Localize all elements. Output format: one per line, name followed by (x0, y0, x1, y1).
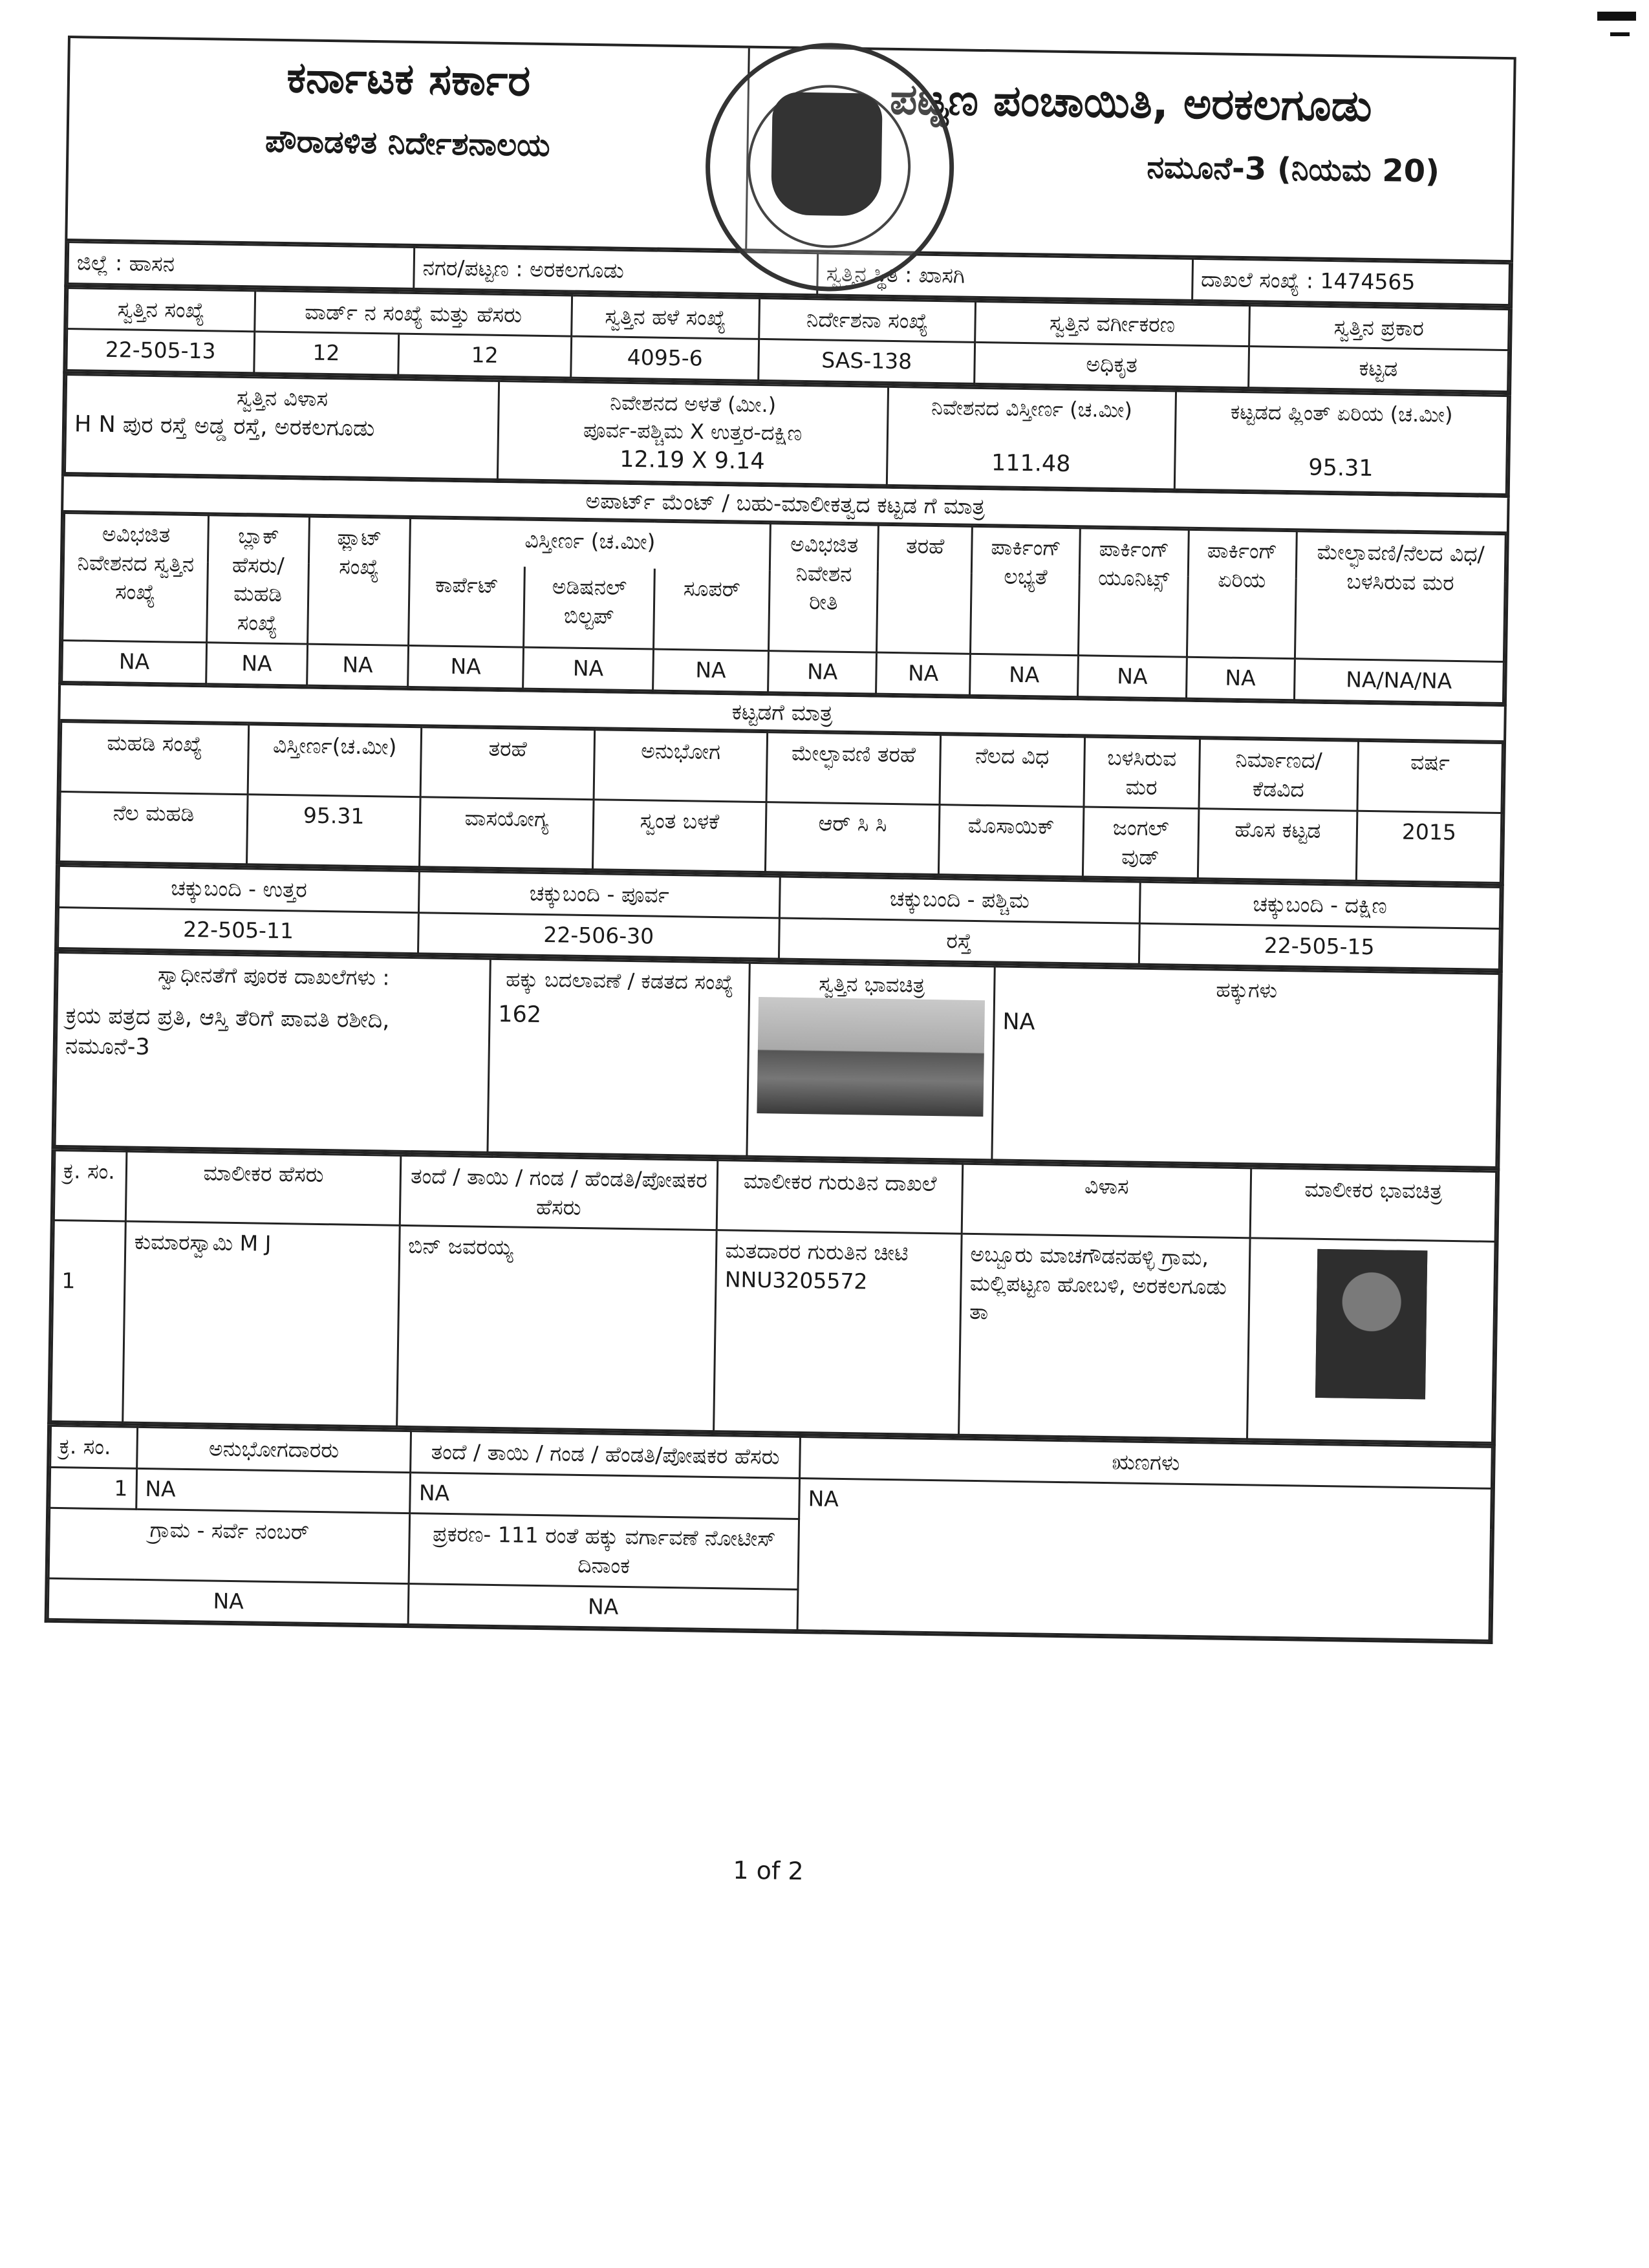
bld-wood: ಜಂಗಲ್ ವುಡ್ (1083, 807, 1199, 879)
property-status: ಸ್ವತ್ತಿನ ಸ್ಥಿತಿ : ಖಾಸಗಿ (817, 253, 1192, 300)
address-label: ಸ್ವತ್ತಿನ ವಿಳಾಸ (236, 384, 329, 411)
apt-col-type: ತರಹೆ (877, 525, 973, 654)
ward-number: 12 (254, 332, 399, 375)
documents-section (51, 952, 1502, 1171)
property-number: 22-505-13 (67, 329, 255, 373)
town: ನಗರ/ಪಟ್ಟಣ : ಅರಕಲಗೂಡು (414, 247, 818, 294)
transfer-cell (488, 959, 750, 1157)
rights-label: ಹಕ್ಕುಗಳು (1216, 977, 1278, 1003)
corner-mark-2 (1610, 32, 1630, 36)
boundary-west-label: ಚಕ್ಕುಬಂದಿ - ಪಶ್ಚಿಮ (779, 877, 1140, 923)
bld-header-wood: ಬಳಸಿರುವ ಮರ (1084, 737, 1200, 809)
occ-survey: NA (48, 1578, 409, 1625)
dims-label: ನಿವೇಶನದ ಅಳತೆ (ಮೀ.) (610, 390, 777, 417)
address-value: H N ಪುರ ರಸ್ತೆ ಅಡ್ಡ ರಸ್ತೆ, ಅರಕಲಗೂಡು (74, 411, 375, 442)
apt-value: NA (1078, 656, 1187, 698)
area-value: 111.48 (991, 450, 1071, 477)
form-number: ನಮೂನೆ-3 (ನಿಯಮ 20) (1147, 149, 1440, 190)
plinth-label: ಕಟ್ಟಡದ ಪ್ಲಿಂತ್ ಏರಿಯ (ಚ.ಮೀ) (1230, 399, 1453, 427)
occ-notice: NA (408, 1583, 798, 1630)
id-header-property-no: ಸ್ವತ್ತಿನ ಸಂಖ್ಯೆ (67, 288, 255, 332)
apt-col-roof-floor-wood: ಮೇಲ್ಛಾವಣಿ/ನೆಲದ ವಿಧ/ಬಳಸಿರುವ ಮರ (1295, 531, 1505, 662)
apt-value: NA (523, 648, 654, 691)
dims-value: 12.19 X 9.14 (619, 446, 765, 475)
bld-floor: ನೆಲ ಮಹಡಿ (59, 792, 248, 864)
owner-no: 1 (51, 1221, 126, 1423)
owner-id: ಮತದಾರರ ಗುರುತಿನ ಚೀಟಿ NNU3205572 (714, 1230, 962, 1435)
occ-h-survey: ಗ್ರಾಮ - ಸರ್ವೆ ನಂಬರ್ (48, 1508, 410, 1583)
owner-photo (1315, 1249, 1427, 1399)
property-photo (757, 997, 985, 1117)
plinth-value: 95.31 (1308, 455, 1374, 482)
docs-value: ಕ್ರಯ ಪತ್ರದ ಪ್ರತಿ, ಆಸ್ತಿ ತೆರಿಗೆ ಪಾವತಿ ರಶೀದಿ, ನಮೂನೆ-3 (65, 1002, 390, 1061)
bld-header-year: ವರ್ಷ (1357, 741, 1503, 813)
apt-col-flat: ಫ್ಲಾಟ್ ಸಂಖ್ಯೆ (307, 517, 410, 645)
occ-h-loans: ಋಣಗಳು (800, 1437, 1493, 1488)
occ-h-name: ಅನುಭೋಗದಾರರು (136, 1428, 411, 1473)
bld-header-roof: ಮೇಲ್ಛಾವಣಿ ತರಹೆ (766, 733, 940, 805)
owner-h-id: ಮಾಲೀಕರ ಗುರುತಿನ ದಾಖಲೆ (717, 1161, 963, 1234)
dims-cell (497, 381, 888, 486)
govt-title: ಕರ್ನಾಟಕ ಸರ್ಕಾರ (286, 52, 531, 106)
owner-h-no: ಕ್ರ. ಸಂ. (54, 1151, 127, 1222)
id-header-classification: ಸ್ವತ್ತಿನ ವರ್ಗೀಕರಣ (975, 301, 1249, 347)
bld-header-floor-type: ನೆಲದ ವಿಧ (940, 735, 1084, 807)
bld-usage: ಸ್ವಂತ ಬಳಕೆ (592, 800, 766, 872)
apt-value: NA (876, 653, 971, 696)
occupant-section (45, 1425, 1496, 1644)
entry-number: ದಾಖಲೆ ಸಂಖ್ಯೆ : 1474565 (1192, 259, 1509, 305)
owner-photo-cell (1247, 1238, 1496, 1443)
bld-header-floor: ಮಹಡಿ ಸಂಖ್ಯೆ (60, 722, 248, 794)
boundary-north-label: ಚಕ್ಕುಬಂದಿ - ಉತ್ತರ (58, 866, 419, 913)
ward-name: 12 (398, 334, 571, 378)
occ-name: NA (136, 1468, 410, 1514)
apt-value: NA (206, 643, 308, 685)
direction-number: SAS-138 (759, 339, 975, 383)
building-section (56, 685, 1507, 886)
occ-h-notice: ಪ್ರಕರಣ- 111 ರಂತೆ ಹಕ್ಕು ವರ್ಗಾವಣೆ ನೋಟೀಸ್ ದಿನಾಂಕ (409, 1514, 799, 1589)
owner-address: ಅಬ್ಬೂರು ಮಾಚಗೌಡನಹಳ್ಳಿ ಗ್ರಾಮ, ಮಲ್ಲಿಪಟ್ಟಣ ಹೋಬಳಿ, ಅರಕಲಗೂಡು ತಾ (959, 1234, 1250, 1440)
classification: ಅಧಿಕೃತ (975, 342, 1249, 387)
apartment-section (58, 476, 1510, 707)
occ-loans: NA (797, 1478, 1491, 1640)
occ-parent: NA (410, 1473, 800, 1519)
apt-col-undivided-no: ಅವಿಭಜಿತ ನಿವೇಶನದ ಸ್ವತ್ತಿನ ಸಂಖ್ಯೆ (63, 513, 209, 643)
bld-built: ಹೊಸ ಕಟ್ಟಡ (1198, 809, 1357, 881)
apartment-banner: ಅಪಾರ್ಟ್ ಮೆಂಟ್ / ಬಹು-ಮಾಲೀಕತ್ವದ ಕಟ್ಟಡ ಗೆ ಮಾತ್ರ (63, 476, 1507, 533)
transfer-value: 162 (497, 1001, 542, 1029)
building-banner: ಕಟ್ಟಡಗೆ ಮಾತ್ರ (60, 685, 1504, 742)
id-header-old-no: ಸ್ವತ್ತಿನ ಹಳೆ ಸಂಖ್ಯೆ (572, 295, 760, 339)
bld-year: 2015 (1356, 811, 1502, 883)
bld-roof: ಆರ್ ಸಿ ಸಿ (766, 802, 940, 875)
header-block (65, 36, 1516, 262)
apt-value: NA (408, 646, 524, 689)
corner-mark (1597, 12, 1636, 21)
owner-h-address: ವಿಳಾಸ (962, 1164, 1251, 1239)
property-photo-label: ಸ್ವತ್ತಿನ ಭಾವಚಿತ್ರ (819, 971, 925, 998)
docs-label: ಸ್ವಾಧೀನತೆಗೆ ಪೂರಕ ದಾಖಲೆಗಳು : (157, 961, 390, 990)
bld-header-usage: ಅನುಭೋಗ (594, 730, 768, 802)
owner-h-parent: ತಂದೆ / ತಾಯಿ / ಗಂಡ / ಹೆಂಡತಿ/ಪೋಷಕರ ಹೆಸರು (400, 1156, 718, 1230)
apt-value: NA (1186, 658, 1295, 700)
apt-col-carpet: ಕಾರ್ಪೆಟ್ (408, 565, 524, 647)
address-cell (65, 374, 499, 480)
district: ಜಿಲ್ಲೆ : ಹಾಸನ (68, 242, 415, 288)
apt-col-parking-area: ಪಾರ್ಕಿಂಗ್ ಏರಿಯ (1187, 530, 1297, 659)
bld-area: 95.31 (246, 795, 420, 867)
boundary-south-label: ಚಕ್ಕುಬಂದಿ - ದಕ್ಷಿಣ (1139, 882, 1500, 928)
owner-parent: ಬಿನ್ ಜವರಯ್ಯ (397, 1226, 717, 1431)
boundary-east: 22-506-30 (418, 912, 779, 959)
apt-value: NA (62, 641, 207, 684)
bld-type: ವಾಸಯೋಗ್ಯ (420, 797, 594, 870)
apt-col-additional-builtup: ಅಡಿಷನಲ್ ಬಿಲ್ಟಪ್ (524, 567, 654, 650)
boundary-west: ರಸ್ತೆ (779, 918, 1139, 965)
apt-col-block: ಬ್ಲಾಕ್ ಹೆಸರು/ ಮಹಡಿ ಸಂಖ್ಯೆ (206, 515, 309, 644)
dims-sub-label: ಪೂರ್ವ-ಪಶ್ಚಿಮ X ಉತ್ತರ-ದಕ್ಷಿಣ (583, 417, 803, 445)
boundary-south: 22-505-15 (1139, 923, 1500, 970)
apt-col-super: ಸೂಪರ್ (653, 569, 770, 651)
owner-h-name: ಮಾಲೀಕರ ಹೆಸರು (126, 1151, 401, 1225)
area-label: ನಿವೇಶನದ ವಿಸ್ತೀರ್ಣ (ಚ.ಮೀ) (931, 394, 1133, 423)
owner-h-photo: ಮಾಲೀಕರ ಭಾವಚಿತ್ರ (1250, 1168, 1496, 1242)
plinth-cell (1175, 391, 1508, 495)
directorate-title: ಪೌರಾಡಳಿತ ನಿರ್ದೇಶನಾಲಯ (264, 123, 551, 164)
state-emblem-icon (771, 92, 883, 217)
occ-h-parent: ತಂದೆ / ತಾಯಿ / ಗಂಡ / ಹೆಂಡತಿ/ಪೋಷಕರ ಹೆಸರು (411, 1431, 801, 1478)
owner-section (47, 1150, 1500, 1446)
apt-value: NA (307, 645, 409, 687)
id-header-type: ಸ್ವತ್ತಿನ ಪ್ರಕಾರ (1249, 305, 1509, 350)
apt-value: NA (652, 649, 768, 692)
occ-h-no: ಕ್ರ. ಸಂ. (50, 1426, 138, 1469)
bld-floor-type: ಮೊಸಾಯಿಕ್ (938, 805, 1083, 877)
apt-value: NA/NA/NA (1294, 659, 1503, 703)
apt-col-parking-units: ಪಾರ್ಕಿಂಗ್ ಯೂನಿಟ್ಸ್ (1079, 528, 1189, 658)
old-number: 4095-6 (571, 336, 759, 380)
bld-header-built: ನಿರ್ಮಾಣದ/ ಕೆಡವಿದ (1199, 739, 1359, 811)
apt-col-area-group: ವಿಸ್ತೀರ್ಣ (ಚ.ಮೀ) (409, 519, 770, 571)
property-form (45, 36, 1516, 1886)
apt-value: NA (970, 654, 1079, 697)
area-cell (887, 387, 1176, 489)
id-header-direction-no: ನಿರ್ದೇಶನಾ ಸಂಖ್ಯೆ (759, 298, 976, 342)
rights-value: NA (1002, 1009, 1035, 1036)
owner-name: ಕುಮಾರಸ್ವಾಮಿ M J (123, 1221, 400, 1426)
id-header-ward: ವಾರ್ಡ್ ನ ಸಂಖ್ಯೆ ಮತ್ತು ಹೆಸರು (255, 290, 572, 336)
rights-cell (992, 967, 1500, 1168)
boundary-north: 22-505-11 (58, 907, 419, 954)
bld-header-area: ವಿಸ್ತೀರ್ಣ(ಚ.ಮೀ) (248, 725, 422, 797)
panchayat-title: ಪಟ್ಟಣ ಪಂಚಾಯಿತಿ, ಅರಕಲಗೂಡು (889, 74, 1373, 131)
apt-col-undivided-method: ಅವಿಭಜಿತ ನಿವೇಶನ ರೀತಿ (769, 524, 879, 653)
apt-value: NA (768, 651, 877, 694)
bld-header-type: ತರಹೆ (420, 727, 594, 800)
transfer-label: ಹಕ್ಕು ಬದಲಾವಣೆ / ಕಡತದ ಸಂಖ್ಯೆ (505, 967, 734, 995)
boundary-east-label: ಚಕ್ಕುಬಂದಿ - ಪೂರ್ವ (419, 872, 780, 918)
property-type: ಕಟ್ಟಡ (1248, 347, 1508, 391)
property-photo-cell (747, 963, 995, 1161)
docs-cell (55, 953, 490, 1153)
occ-no: 1 (50, 1467, 137, 1510)
page-number: 1 of 2 (733, 1856, 804, 1886)
apt-col-parking-availability: ಪಾರ್ಕಿಂಗ್ ಲಭ್ಯತೆ (971, 527, 1081, 656)
